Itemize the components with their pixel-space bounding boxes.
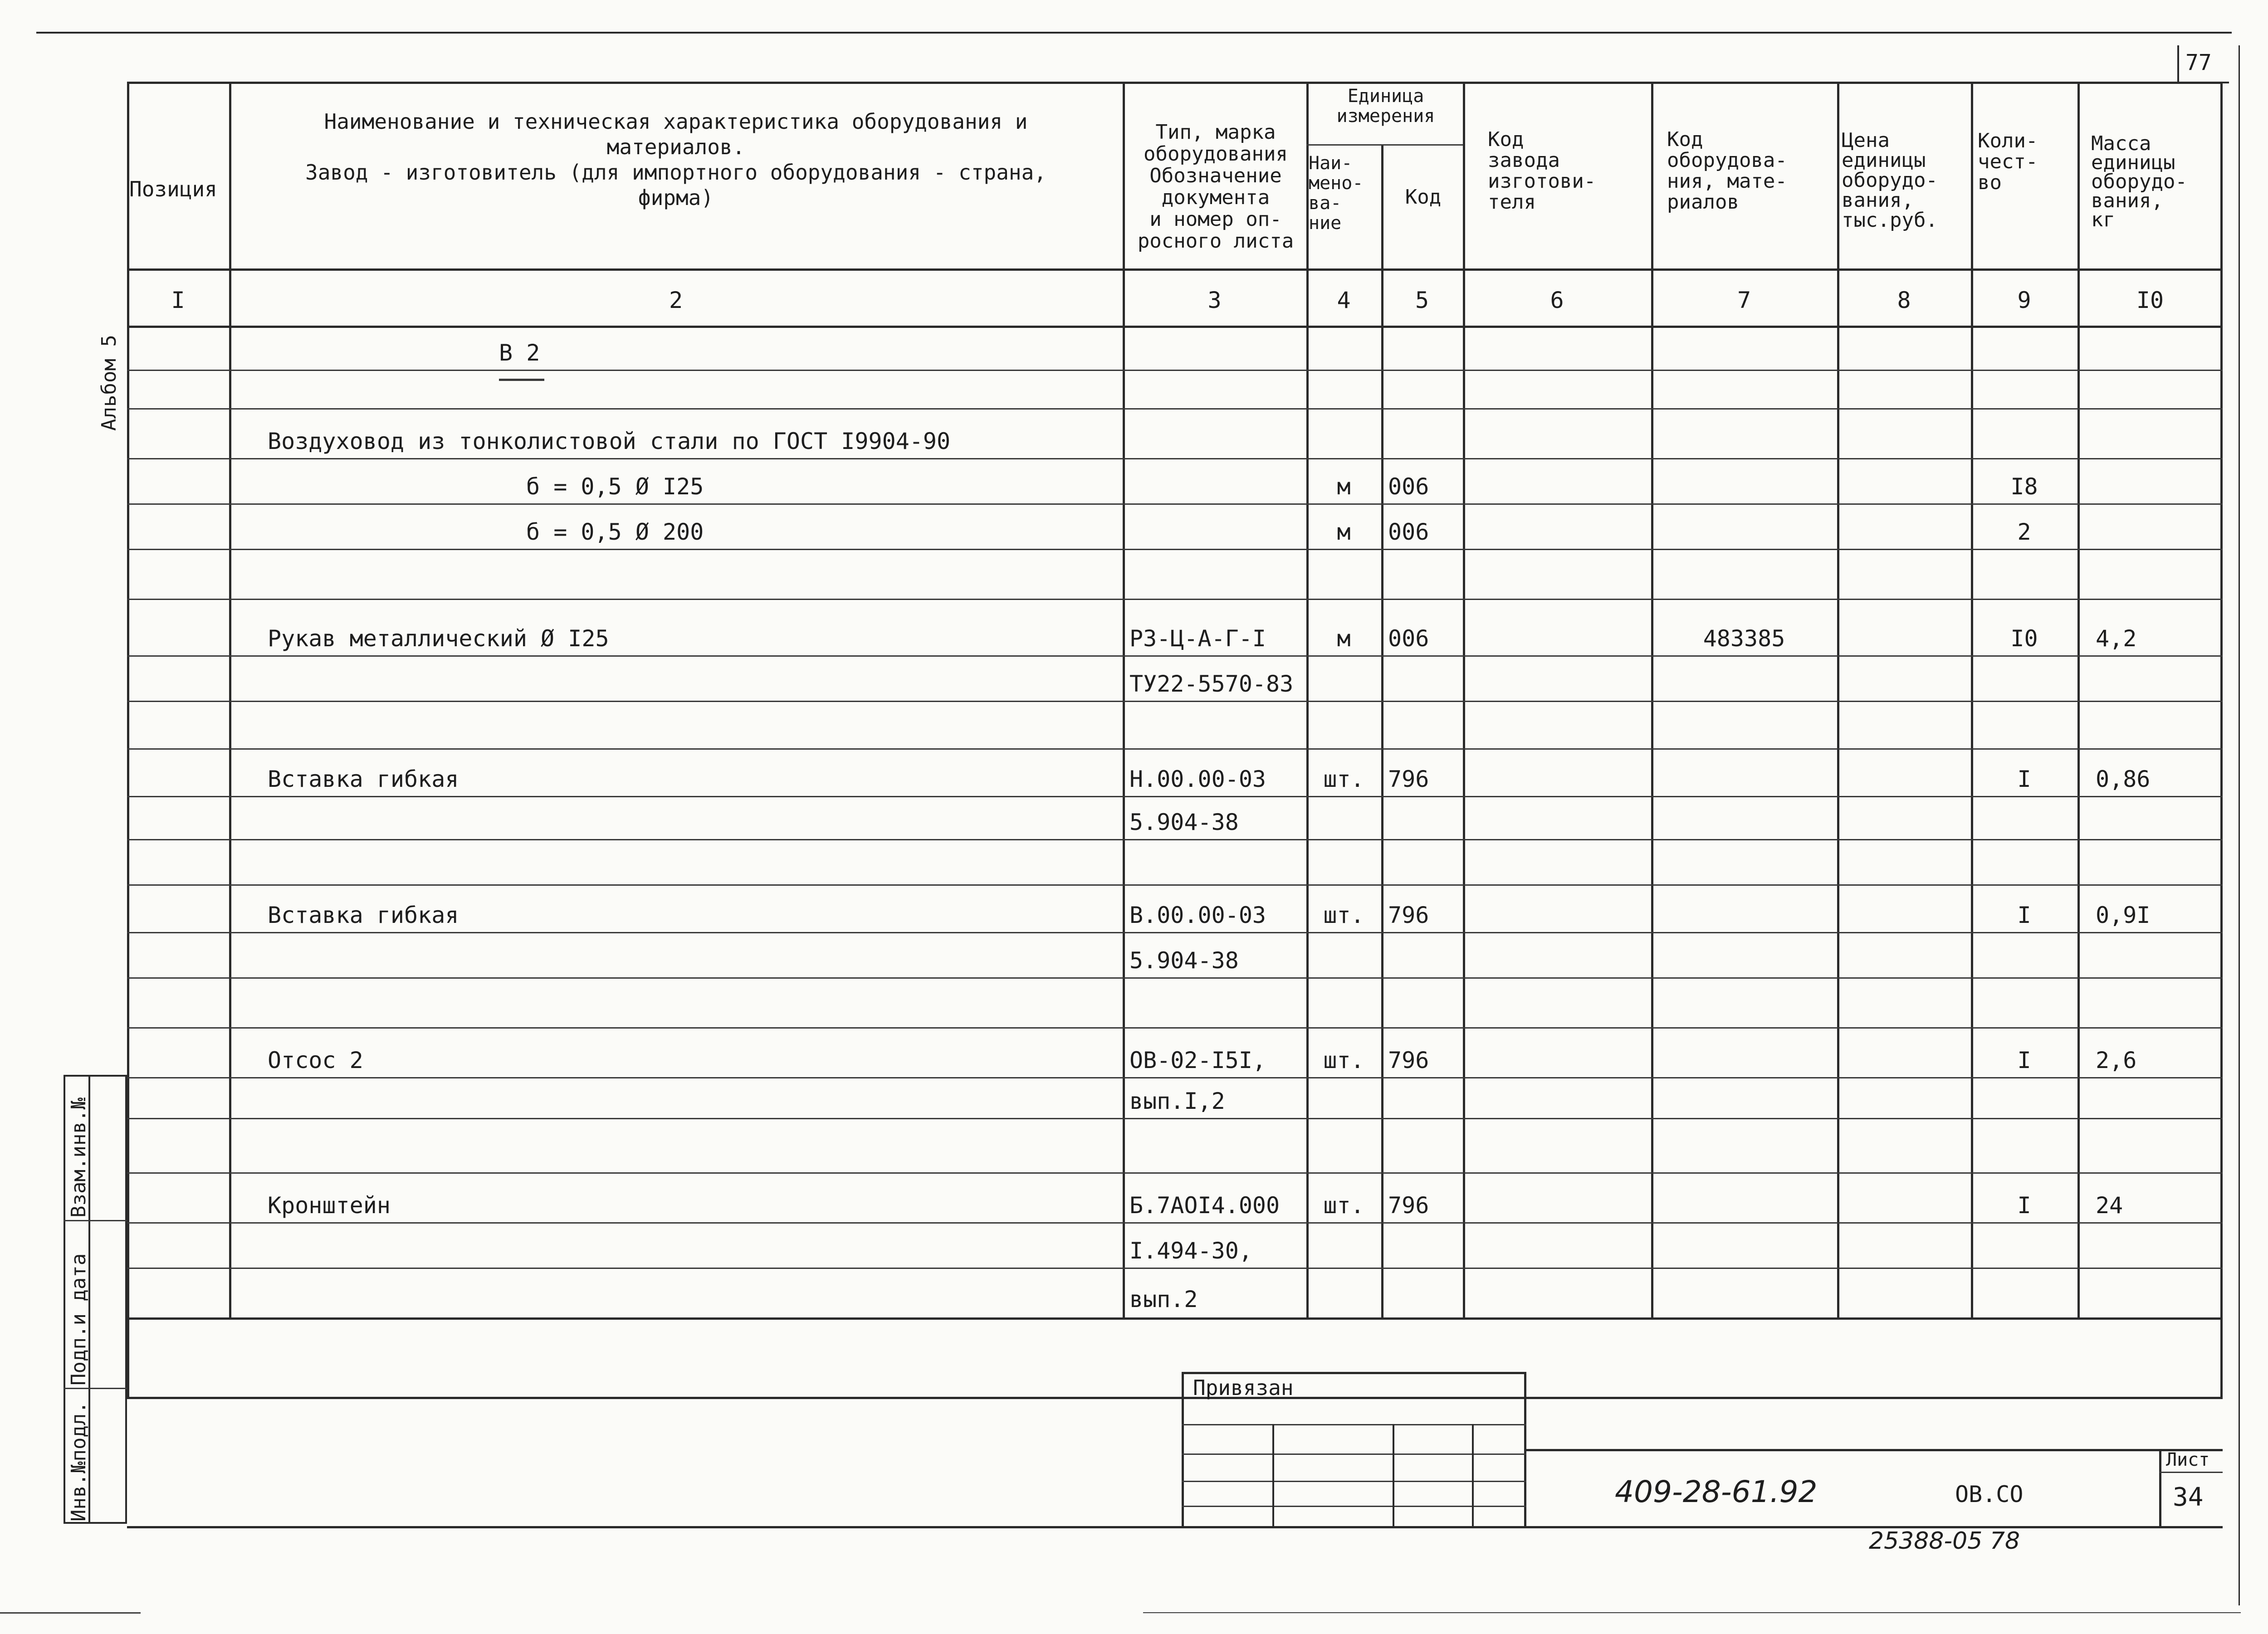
side-stamp-rule-2: [64, 1388, 127, 1389]
stamp-rule-4: [1182, 1506, 1526, 1507]
side-stamp-rule-1: [64, 1220, 127, 1221]
cell-c9: I: [2017, 1192, 2031, 1219]
row-rule: [127, 1222, 2223, 1224]
cell-c2: Вставка гибкая: [268, 766, 459, 792]
title-block-top: [1526, 1449, 2223, 1451]
row-rule: [127, 503, 2223, 505]
col-line-4: [1381, 145, 1383, 1320]
row-rule: [127, 549, 2223, 550]
cell-c3: ТУ22-5570-83: [1129, 671, 1294, 697]
column-number: 8: [1897, 287, 1911, 313]
stamp-privyazan-label: Привязан: [1193, 1375, 1294, 1400]
cell-c3: I.494-30,: [1129, 1238, 1252, 1264]
row-rule: [127, 1268, 2223, 1269]
header-quantity: Коли- чест- во: [1978, 129, 2038, 194]
top-rule: [36, 32, 2232, 34]
row-rule: [127, 932, 2223, 933]
header-name-line4: фирма): [638, 185, 714, 210]
row-rule: [127, 1077, 2223, 1078]
cell-c2: б = 0,5 Ø 200: [526, 519, 704, 545]
stamp-rule-3: [1182, 1481, 1526, 1482]
stamp-col-3: [1472, 1424, 1474, 1528]
header-unit-name: Наи- мено- ва- ние: [1309, 153, 1364, 234]
album-label: Альбом 5: [98, 335, 121, 431]
row-rule: [127, 1172, 2223, 1174]
body-bottom-rule: [127, 1317, 2223, 1320]
column-number: 7: [1737, 287, 1751, 313]
bottom-trim-left: [0, 1612, 141, 1614]
cell-c5: 006: [1388, 625, 1429, 652]
row-rule: [127, 408, 2223, 410]
side-stamp-label-2: Подп.и дата: [67, 1253, 90, 1385]
cell-c2: Вставка гибкая: [268, 902, 459, 928]
row-rule: [127, 839, 2223, 840]
cell-c4: м: [1337, 519, 1351, 545]
column-number: 4: [1337, 287, 1351, 313]
header-unit-code: Код: [1405, 185, 1442, 209]
header-unit-title: Единица измерения: [1336, 86, 1435, 127]
side-stamp-label-3: Инв.№подл.: [67, 1401, 90, 1522]
document-code: 409-28-61.92: [1615, 1474, 1818, 1509]
header-equipment-code: Код оборудова- ния, мате- риалов: [1667, 128, 1787, 214]
cell-c5: 796: [1388, 902, 1429, 928]
unit-header-rule: [1306, 144, 1463, 146]
cell-c3: 5.904-38: [1129, 947, 1239, 974]
cell-c9: I8: [2010, 473, 2038, 500]
sheet-label: Лист: [2166, 1449, 2210, 1470]
row-rule: [127, 796, 2223, 797]
cell-c4: шт.: [1323, 902, 1364, 928]
cell-c9: 2: [2017, 519, 2031, 545]
cell-c5: 796: [1388, 1047, 1429, 1073]
stamp-col-1: [1272, 1424, 1274, 1528]
cell-c3: 5.904-38: [1129, 809, 1239, 835]
row-rule: [127, 599, 2223, 600]
column-number: I: [171, 287, 185, 313]
header-factory-code: Код завода изготови- теля: [1488, 128, 1596, 214]
cell-c3: вып.2: [1129, 1286, 1198, 1312]
row-rule: [127, 458, 2223, 459]
row-rule: [127, 370, 2223, 371]
row-rule: [127, 884, 2223, 886]
cell-c5: 006: [1388, 519, 1429, 545]
archive-number: 25388-05 78: [1869, 1527, 2020, 1555]
cell-c5: 796: [1388, 1192, 1429, 1219]
column-number: 9: [2017, 287, 2031, 313]
cell-c9: I0: [2010, 625, 2038, 652]
cell-c4: шт.: [1323, 1192, 1364, 1219]
stamp-rule-2: [1182, 1454, 1526, 1455]
column-number: I0: [2136, 287, 2164, 313]
stamp-rule-1: [1182, 1424, 1526, 1425]
cell-c10: 0,86: [2096, 766, 2151, 792]
cell-c5: 006: [1388, 473, 1429, 500]
cell-c2: Рукав металлический Ø I25: [268, 625, 609, 652]
header-name-line1: Наименование и техническая характеристика оборудования и: [324, 109, 1028, 134]
cell-c3: Р3-Ц-А-Г-I: [1129, 625, 1266, 652]
column-number: 6: [1550, 287, 1564, 313]
cell-c4: м: [1337, 473, 1351, 500]
column-number: 5: [1415, 287, 1429, 313]
right-trim: [2239, 45, 2240, 1605]
cell-c4: м: [1337, 625, 1351, 652]
cell-c5: 796: [1388, 766, 1429, 792]
header-name-line2: материалов.: [606, 135, 745, 159]
cell-c2: Кронштейн: [268, 1192, 391, 1219]
document-suffix: ОВ.СО: [1955, 1481, 2024, 1507]
column-number: 2: [669, 287, 683, 313]
header-price: Цена единицы оборудо- вания, тыс.руб.: [1842, 129, 1938, 232]
row-rule: [127, 1027, 2223, 1029]
cell-c3: ОВ-02-I5I,: [1129, 1047, 1266, 1073]
cell-c3: Н.00.00-03: [1129, 766, 1266, 792]
cell-c3: Б.7АОI4.000: [1129, 1192, 1280, 1219]
side-stamp-label-1: Взам.инв.№: [67, 1097, 90, 1218]
column-number: 3: [1207, 287, 1222, 313]
cell-c2: б = 0,5 Ø I25: [526, 473, 704, 500]
section-underline: [499, 379, 544, 381]
cell-c10: 24: [2096, 1192, 2123, 1219]
row-rule: [127, 748, 2223, 750]
cell-c4: шт.: [1323, 766, 1364, 792]
cell-c2: Воздуховод из тонколистовой стали по ГОСТ I9904-90: [268, 428, 951, 454]
header-mass: Масса единицы оборудо- вания, кг: [2091, 132, 2187, 231]
cell-c4: шт.: [1323, 1047, 1364, 1073]
cell-c3: вып.I,2: [1129, 1088, 1225, 1114]
page-number-top: 77: [2185, 50, 2212, 75]
cell-c9: I: [2017, 902, 2031, 928]
stamp-col-2: [1393, 1424, 1394, 1528]
cell-c3: В.00.00-03: [1129, 902, 1266, 928]
colnum-bottom-rule: [127, 326, 2223, 328]
row-rule: [127, 655, 2223, 657]
cell-c2: В 2: [499, 340, 540, 366]
header-position: Позиция: [129, 177, 217, 201]
sheet-box-rule: [2159, 1472, 2223, 1473]
header-name-line3: Завод - изготовитель (для импортного оборудования - страна,: [305, 160, 1046, 185]
cell-c9: I: [2017, 1047, 2031, 1073]
header-bottom-rule: [127, 268, 2223, 271]
row-rule: [127, 701, 2223, 702]
header-type: Тип, марка оборудования Обозначение документа и номер оп- росного листа: [1137, 121, 1294, 253]
cell-c7: 483385: [1703, 625, 1785, 652]
row-rule: [127, 977, 2223, 979]
sheet-number: 34: [2173, 1483, 2204, 1512]
cell-c10: 0,9I: [2096, 902, 2151, 928]
cell-c9: I: [2017, 766, 2031, 792]
cell-c2: Отсос 2: [268, 1047, 363, 1073]
cell-c10: 2,6: [2096, 1047, 2137, 1073]
bottom-trim-right: [1143, 1612, 2241, 1613]
cell-c10: 4,2: [2096, 625, 2137, 652]
row-rule: [127, 1118, 2223, 1119]
header-name: [236, 109, 1116, 210]
